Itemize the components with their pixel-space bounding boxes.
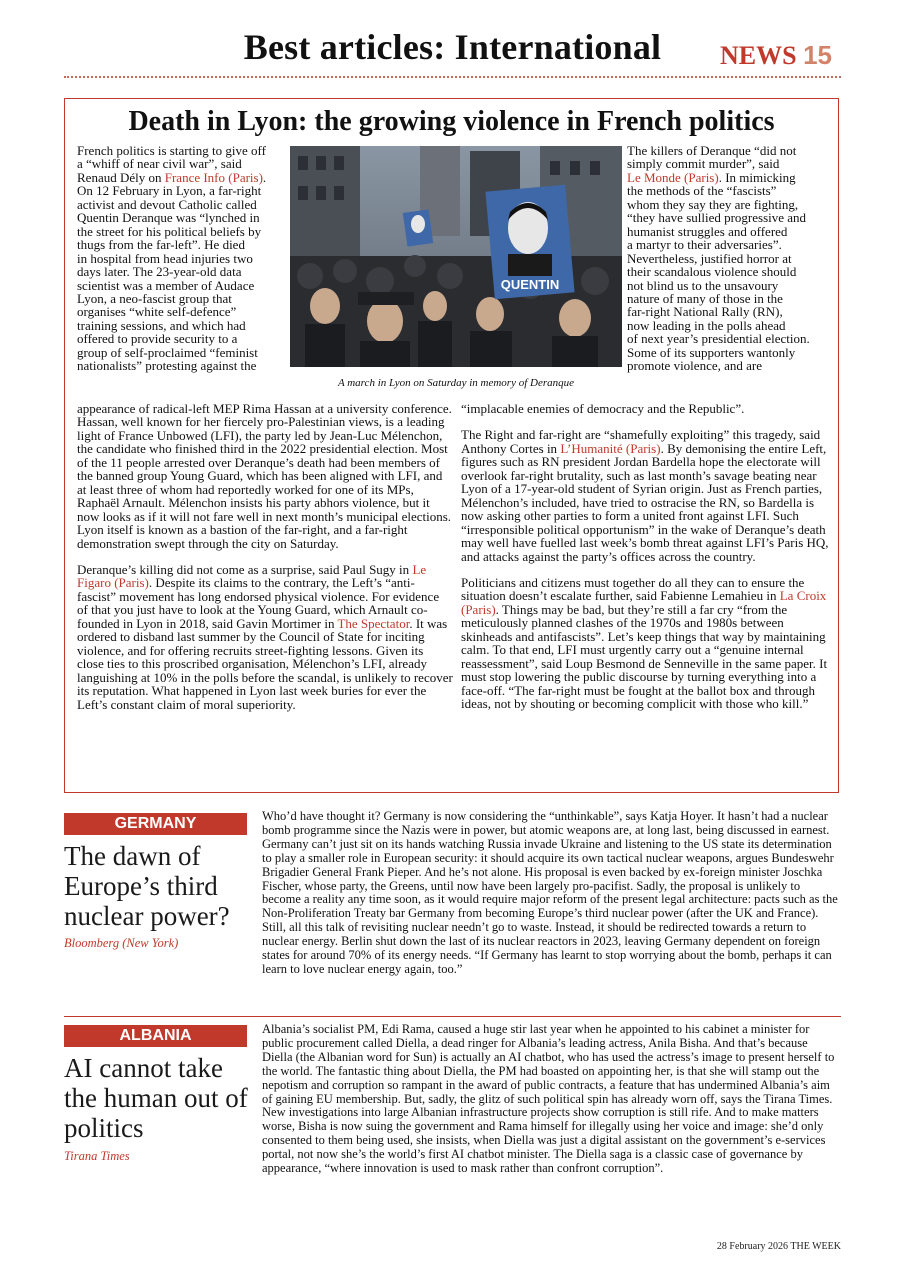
source-link[interactable]: The Spectator [337, 615, 410, 631]
text-span: . Despite its claims to the contrary, the Left’s “anti-fascist” movement has long endorsed physical violence. For evidence of that you just have to look at the Young Guard, which Arnault co-founded in Lyon in 2018, said Gavin Mortimer in [77, 575, 440, 631]
text-line: simply commit murder”, said [627, 156, 780, 172]
text-span: Politicians and citizens must together do all they can to ensure the situation doesn’t escalate further, said Fabienne Lemahieu in [461, 574, 805, 604]
lead-headline: Death in Lyon: the growing violence in French politics [128, 106, 775, 137]
photo-caption: A march in Lyon on Saturday in memory of Deranque [337, 377, 575, 389]
march-photo-illustration [290, 146, 622, 367]
text-line: French politics is starting to give off [77, 143, 266, 158]
albania-tag: ALBANIA [64, 1025, 247, 1047]
text-line [77, 171, 285, 184]
section-divider [64, 1016, 841, 1017]
text-line: “they have sullied progressive and [627, 210, 807, 226]
page-title: Best articles: International [243, 27, 662, 67]
text-line: in hospital from head injuries two [77, 250, 253, 266]
source-link[interactable]: Le Monde (Paris) [627, 169, 719, 185]
text-span: Deranque’s killing did not come as a surprise, said Paul Sugy in [77, 561, 413, 577]
source-link[interactable]: L’Humanité (Paris) [560, 440, 661, 456]
text-line: Some of its supporters wantonly [627, 344, 796, 360]
text-line: Lyon, a neo-fascist group that [77, 290, 232, 306]
germany-source: Bloomberg (New York) [64, 936, 179, 950]
source-link[interactable]: Le Figaro (Paris) [77, 561, 427, 591]
lead-column-3-top [627, 144, 832, 373]
text-line [627, 171, 832, 184]
text-line: group of self-proclaimed “feminist [77, 344, 258, 360]
text-line: a “whiff of near civil war”, said [77, 156, 242, 172]
albania-body: Albania’s socialist PM, Edi Rama, caused a huge stir last year when he appointed to his cabinet a minister for public procurement called Diella, a dead ringer for Albania’s leading actress, Anila Bisha. And that’s because Diella (the Albanian word for Sun) is actually an AI chatbot, who has used the actress’s image to present herself to the world. The fantastic thing about Diella, the PM had boasted on appointing her, is that she will stamp out the nepotism and corruption so rampant in the award of public contracts, a feature that has undermined Albania’s aim of gaining EU membership. But, sadly, the glitz of such political spin has already worn off, says the Tirana Times. New investigations into large Albanian infrastructure projects show corruption is still rife. And to make matters worse, Bisha is now suing the government and Rama himself for illegally using her voice and image: she’d only consented to them being used, she insists, when Diella was just a digital assistant on the government’s e-services portal, not now she’s the world’s first AI chatbot minister. The Diella saga is a classic case of governance by appearance, “where innovation is used to mask rather than confront corruption”. [262, 1022, 835, 1176]
lead-paragraph: “implacable enemies of democracy and the Republic”. [461, 401, 745, 416]
text-line: nationalists” protesting against the [77, 358, 257, 374]
text-span: . In mimicking [718, 169, 796, 185]
text-line: far-right National Rally (RN), [627, 304, 783, 320]
albania-source: Tirana Times [64, 1149, 130, 1163]
text-line: nature of many of those in the [627, 290, 783, 306]
text-line: not blind us to the unsavoury [627, 277, 779, 293]
lead-paragraph [461, 576, 831, 711]
text-span: The Right and far-right are “shamefully exploiting” this tragedy, said Anthony Cortes in [461, 427, 821, 456]
issue-date: 28 February 2026 [716, 1241, 789, 1252]
lead-column-1-top [77, 144, 285, 373]
text-line: humanist struggles and offered [627, 223, 788, 239]
header-divider [64, 76, 841, 78]
source-link[interactable]: La Croix (Paris) [461, 588, 827, 617]
page-footer [717, 1241, 841, 1252]
text-line: training sessions, and which had [77, 317, 246, 333]
lead-paragraph [77, 563, 453, 711]
text-line: days later. The 23-year-old data [77, 264, 242, 280]
lead-paragraph [461, 428, 831, 563]
section-label [720, 40, 832, 71]
source-link[interactable]: France Info (Paris) [164, 169, 263, 185]
germany-tag: GERMANY [64, 813, 247, 835]
text-line: offered to provide security to a [77, 331, 238, 347]
text-line: a martyr to their adversaries”. [627, 237, 782, 253]
text-line: Nevertheless, justified horror at [627, 250, 792, 266]
text-line: whom they say they are fighting, [627, 196, 799, 212]
text-line: On 12 February in Lyon, a far-right [77, 183, 262, 199]
text-line: of next year’s presidential election. [627, 331, 810, 347]
germany-headline: The dawn of Europe’s third nuclear power? [64, 841, 230, 931]
text-line: their scandalous violence should [627, 264, 797, 280]
lead-paragraph: appearance of radical-left MEP Rima Hassan at a university conference. Hassan, well known for her fiercely pro-Palestinian views, is a leading light of France Unbowed (LFI), the party led by Jean-Luc Mélenchon, the candidate who finished third in the 2022 presidential election. Most of the 11 people arrested over Deranque’s death had been members of the banned group Young Guard, which has been aligned with LFI, and at least three of whom had reportedly worked for one of its MPs, Raphaël Arnault. Mélenchon insists his party abhors violence, but it now looks as if it will not fare well in next month’s municipal elections. Lyon itself is known as a bastion of the far-right, and a far-right demonstration swept through the city on Saturday. [77, 401, 452, 551]
section-name: NEWS [720, 41, 797, 70]
protest-sign-text: QUENTIN [500, 277, 560, 292]
text-span: . Things may be bad, but they’re still a far cry “from the meticulously planned clashes of the 1970s and 1980s between skinheads and antifascists”. Let’s keep things that way by maintaining calm. To that end, LFI must urgently carry out a “genuine internal reassessment”, said Loup Besmond de Senneville in the same paper. It must stop lowering the public discourse by turning everything into a face-off. “The far-right must be fought at the ballot box and through ideas, not by shouting or becoming complicit with those who kill.” [461, 601, 828, 712]
page-number: 15 [803, 40, 832, 70]
publication-name: THE WEEK [790, 1241, 841, 1252]
lead-column-left [77, 402, 453, 711]
text-line: promote violence, and are [627, 358, 762, 374]
albania-headline: AI cannot take the human out of politics [64, 1053, 248, 1143]
text-line: scientist was a member of Audace [77, 277, 255, 293]
text-line: Quentin Deranque was “lynched in [77, 210, 260, 226]
lead-column-right [461, 402, 831, 711]
text-span: . By demonising the entire Left, figures such as RN president Jordan Bardella hope the electorate will overlook far-right brutality, such as last month’s savage beating near Lyon of a 17-year-old student of Syrian origin. Just as French parties, Mélenchon’s included, have tried to ostracise the RN, so Bardella is now asking other parties to form a united front against LFI. Such “irresponsible political opportunism” in the wake of Deranque’s death may well have fuelled last week’s bomb threat against LFI’s Paris HQ, and attacks against the party’s offices across the country. [461, 440, 829, 564]
lead-photo [290, 146, 622, 367]
text-line: The killers of Deranque “did not [627, 143, 797, 158]
text-line: now leading in the polls ahead [627, 317, 786, 333]
text-span: . [262, 169, 267, 185]
text-line: the methods of the “fascists” [627, 183, 777, 199]
text-line: activist and devout Catholic called [77, 196, 257, 212]
text-span: Renaud Dély on [77, 169, 165, 185]
text-line: thugs from the far-left”. He died [77, 237, 245, 253]
text-line: the street for his political beliefs by [77, 223, 262, 239]
text-span: . It was ordered to disband last summer by the Council of State for inciting violence, and for offering recruits street-fighting lessons. Given its close ties to this proscribed organisation, Mélenchon’s LFI, already languishing at 10% in the polls before the scandal, is unlikely to recover its reputation. What happened in Lyon last week buries for ever the Left’s constant claim of moral superiority. [77, 615, 453, 712]
text-line: organises “white self-defence” [77, 304, 237, 320]
germany-body: Who’d have thought it? Germany is now considering the “unthinkable”, says Katja Hoyer. It hasn’t had a nuclear bomb programme since the Nazis were in power, but atomic weapons are, at long last, being discussed in earnest. Germany can’t just sit on its hands watching Russia invade Ukraine and listening to the US state its determination to play a smaller role in European security: it should acquire its own tactical nuclear weapons, argues Bundeswehr Brigadier General Frank Pieper. And he’s not alone. His proposal is even backed by ex-foreign minister Joschka Fischer, whose party, the Greens, until now have been largely pro-pacifist. Sadly, the proposal is unlikely to become a reality any time soon, as it would require major reform of the present legal architecture: pacts such as the Non-Proliferation Treaty bar Germany from becoming Europe’s third nuclear power (after the UK and France). Still, all this talk of revisiting nuclear needn’t go to waste. Instead, it should be redirected towards a return to nuclear energy. Berlin shut down the last of its nuclear reactors in 2023, leaving Germany dependent on foreign states for around 70% of its energy needs. “If Germany has learnt to stop worrying about the bomb, perhaps it can learn to love nuclear energy again, too.” [262, 809, 838, 976]
